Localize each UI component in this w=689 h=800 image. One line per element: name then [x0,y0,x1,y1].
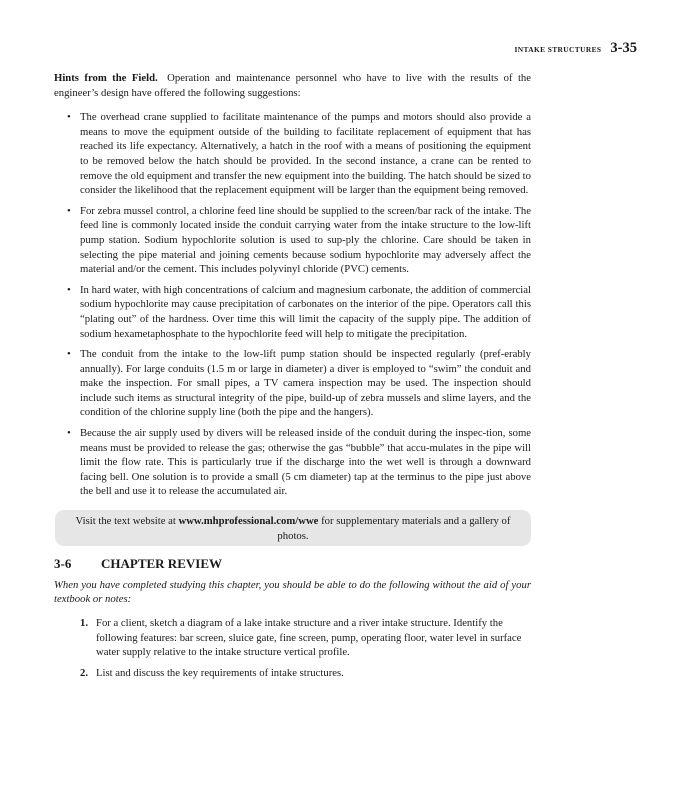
review-item [80,666,531,681]
running-head [514,40,637,57]
review-intro: When you have completed studying this chapter, you should be able to do the following without the aid of your textbook or notes: [54,578,531,606]
website-prefix: Visit the text website at [75,515,176,528]
review-item-number: 1. [80,617,89,629]
bullet-icon: • [67,283,71,296]
website-link[interactable]: www.mhprofessional.com/wwe [178,515,319,528]
bullet-icon: • [67,111,71,124]
hints-list [54,110,531,499]
hints-heading: Hints from the Field. [54,72,158,84]
hint-item [67,347,531,420]
website-callout [55,510,531,546]
review-item-number: 2. [80,666,89,679]
website-suffix: for supplementary materials and a gallery of photos. [277,515,511,542]
hints-intro: Operation and maintenance personnel who have to live with the results of the engineer’s design have offered the following suggestions: [54,72,532,99]
review-item-text: List and discuss the key requirements of intake structures. [96,666,344,679]
bullet-icon: • [67,427,71,440]
running-head-title: INTAKE STRUCTURES [514,45,602,54]
page-number: 3-35 [610,40,637,56]
hints-paragraph [54,71,531,100]
review-item-text: For a client, sketch a diagram of a lake intake structure and a river intake structure. Identify the following features: bar screen, sluice gate, fine screen, pump, operating floor, water level in surface water supply relative to the intake structure vertical profile. [96,617,522,659]
bullet-icon: • [67,204,71,217]
hint-text: The overhead crane supplied to facilitate maintenance of the pumps and motors should also provide a means to move the equipment outside of the building to facilitate replacement of equipment that has reached its life expectancy. Alternatively, a hatch in the roof with a means of positioning the equipment to be removed below the hatch should be provided. In the second instance, a crane can be rented to remove the old equipment and transfer the new equipment into the building. The hatch should be sized to consider the likelihood that the replacement equipment will be larger than the equipment being removed. [80,111,531,197]
page-content [54,71,531,686]
hint-text: Because the air supply used by divers will be released inside of the conduit during the inspec-tion, some means must be provided to release the gas; otherwise the gas “bubble” that accu-mulates in the pipe will limit the flow rate. This is particularly true if the discharge into the wet well is through a downward facing bell. One solution is to provide a small (5 cm diameter) tap at the terminus to the pipe just above the bell and use it to release the accumulated air. [80,427,531,498]
hint-item [67,283,531,341]
review-list [54,616,531,680]
review-item [80,616,531,660]
hint-text: The conduit from the intake to the low-lift pump station should be inspected regularly (pref-erably annually). For large conduits (1.5 m or large in diameter) a diver is employed to “swim” the conduit and make the inspection. For small pipes, a TV camera inspection may be used. The inspection should include such items as structural integrity of the pipe, build-up of zebra mussels and slime layers, and the condition of the chlorine supply line (both the pipe and the hangers). [80,348,531,419]
hint-item [67,204,531,277]
section-number: 3-6 [54,556,72,572]
hint-item [67,110,531,198]
section-heading [54,557,531,572]
hint-text: In hard water, with high concentrations of calcium and magnesium carbonate, the addition of commercial sodium hypochlorite may cause precipitation of carbonates on the interior of the pipe. Operators call this “plating out” of the hardness. Over time this will limit the capacity of the supply pipe. The addition of sodium hexametaphosphate to the hypochlorite feed will help to mitigate the precipitation. [80,283,531,340]
hint-text: For zebra mussel control, a chlorine feed line should be supplied to the screen/bar rack of the intake. The feed line is commonly located inside the conduit carrying water from the intake structure to the low-lift pump station. Sodium hypochlorite solution is used to sup-ply the chlorine. Care should be taken in selecting the pipe material and joining cements because sodium hypochlorite may adversely affect the material and/or the cement. This includes polyvinyl chloride (PVC) cements. [80,204,531,276]
hint-item [67,426,531,499]
section-title: CHAPTER REVIEW [101,556,222,572]
bullet-icon: • [67,348,71,361]
